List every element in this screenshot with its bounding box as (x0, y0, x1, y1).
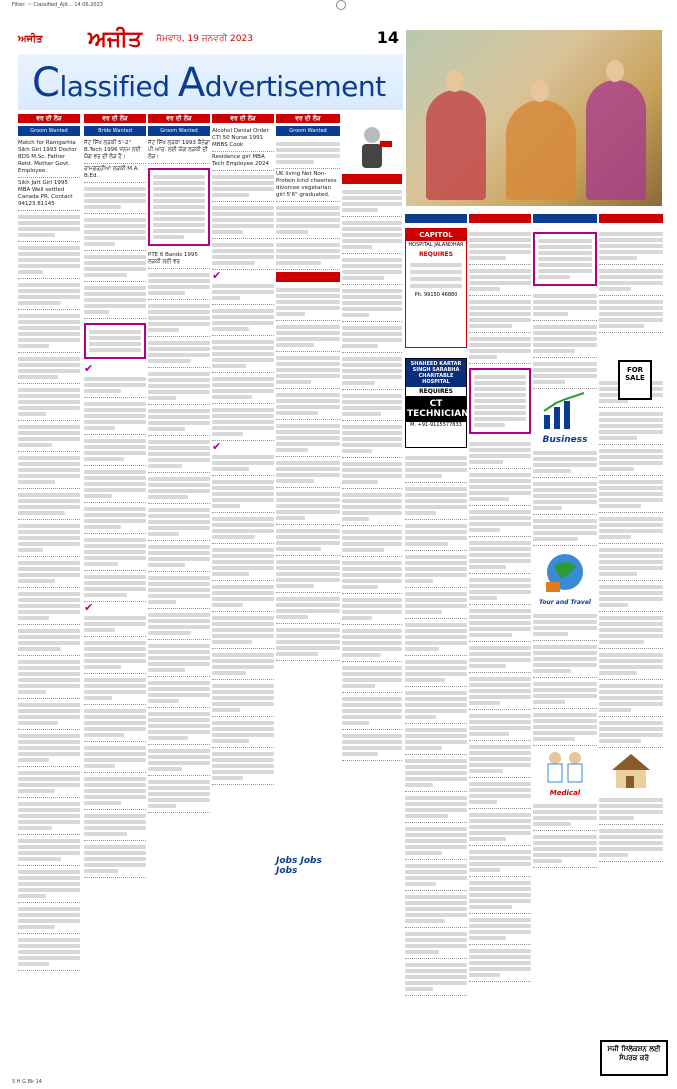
hospital-phone: M. +91-9115577833 (410, 422, 462, 428)
classified-ad (342, 693, 402, 730)
classified-ad (84, 282, 146, 319)
house-money-icon (599, 748, 663, 794)
classified-ad (148, 368, 210, 405)
classified-ad (599, 794, 663, 825)
classified-ad (148, 640, 210, 677)
classified-column-4 (212, 114, 274, 785)
classified-ad (212, 404, 274, 441)
classified-ad (212, 748, 274, 785)
classified-ad (18, 353, 80, 384)
classified-ad (469, 846, 531, 877)
hospital-name: SHAHEED KARTAR SINGH SARABHA CHARITABLE HOSPITAL (406, 359, 466, 387)
classified-ad (405, 724, 467, 755)
classified-ad (405, 619, 467, 656)
classified-ad (469, 537, 531, 574)
classified-ad (276, 593, 340, 624)
header-left-label: ਅਜੀਤ (18, 33, 43, 45)
right-column-head-3 (533, 214, 597, 223)
classified-ad (212, 336, 274, 373)
for-sale-sign: FOR SALE (618, 360, 652, 400)
issue-date: ਸੋਮਵਾਰ, 19 ਜਨਵਰੀ 2023 (156, 34, 253, 44)
classified-ad (18, 798, 80, 835)
classified-ad (276, 525, 340, 556)
classified-ad (405, 755, 467, 792)
classified-ad (212, 476, 274, 513)
classified-ad (148, 269, 210, 300)
classified-ad (212, 544, 274, 581)
classified-ad (469, 228, 531, 265)
classified-ad (342, 730, 402, 761)
hospital-requires: REQUIRES (419, 388, 453, 395)
classified-ad (276, 556, 340, 593)
classified-ad (276, 202, 340, 239)
right-column-head-4 (599, 214, 663, 223)
column-head: ਵਰ ਦੀ ਲੋੜ (148, 114, 210, 123)
classified-ad (469, 741, 531, 778)
classified-ad (276, 352, 340, 389)
classified-ad: ਰਾਮਗੜ੍ਹੀਆ ਲੜਕੀ M.A. B.Ed. (84, 164, 146, 183)
classified-ad (84, 674, 146, 705)
classified-ad (18, 520, 80, 557)
classified-ad: ਜੱਟ ਸਿੱਖ ਲੜਕਾ 1993 ਕੈਨੇਡਾ ਪੀ.ਆਰ. ਲਈ ਯੋਗ ਲੜਕੀ ਦੀ ਲੋੜ। (148, 138, 210, 164)
header-painting (406, 30, 662, 206)
classified-ad: Match for Ramgarhia Sikh Girl 1993 Doctor BDS M.Sc. Father Retd. Mother Govt. Employee. (18, 138, 80, 178)
classified-ad (148, 405, 210, 436)
column-subhead: Bride Wanted (84, 126, 146, 136)
classified-ad (599, 265, 663, 296)
classified-ad (18, 835, 80, 866)
classified-ad (276, 138, 340, 169)
column-subhead: Groom Wanted (148, 126, 210, 136)
capitol-sub: HOSPITAL JALANDHAR (408, 242, 464, 248)
medical-staff-icon (533, 746, 597, 786)
classified-ad (276, 420, 340, 457)
classified-ad (276, 389, 340, 420)
classified-ad (212, 612, 274, 649)
checkmark-icon: ✔ (212, 270, 222, 282)
classified-column-2 (84, 114, 146, 878)
classified-ad (18, 421, 80, 452)
column-subhead: Groom Wanted (18, 126, 80, 136)
column-subhead: Groom Wanted (276, 126, 340, 136)
classified-ad (212, 717, 274, 748)
classified-ad: Residence girl MBA Tech Employee 2024 (212, 152, 274, 171)
sarabha-hospital-ad (405, 358, 467, 448)
right-column-head-2 (469, 214, 531, 223)
classified-ad (405, 483, 467, 520)
classified-ad (148, 504, 210, 541)
classified-ad (148, 776, 210, 813)
classified-ad (342, 594, 402, 625)
right-column-2 (469, 228, 531, 982)
classified-ad (84, 841, 146, 878)
classified-ad: Sikh Jatt Girl 1995 MBA Well settled Canada PR. Contact 94123 81145 (18, 178, 80, 211)
hospital-role: CT TECHNICIAN (406, 396, 466, 422)
classified-ad (84, 637, 146, 674)
classified-ad (18, 625, 80, 656)
newspaper-masthead: ਅਜੀਤ (88, 26, 142, 52)
classified-ad (276, 488, 340, 525)
classified-ad (18, 903, 80, 934)
capitol-hospital-ad (405, 228, 467, 348)
classified-ad (18, 767, 80, 798)
classified-ad (18, 730, 80, 767)
classified-ad (342, 390, 402, 421)
classified-ad (276, 624, 340, 661)
classified-ad (405, 891, 467, 928)
classified-ad (405, 656, 467, 687)
classified-ad (533, 290, 597, 321)
classified-ad (84, 363, 146, 398)
classified-ad (533, 610, 597, 641)
classified-ad (18, 384, 80, 421)
classified-ad (533, 478, 597, 515)
checkmark-icon: ✔ (84, 363, 94, 375)
classified-ad (18, 557, 80, 588)
business-chart-icon (533, 389, 597, 433)
classified-ad (212, 171, 274, 202)
classified-ad (599, 296, 663, 333)
classified-ad (342, 625, 402, 662)
classified-ad (148, 541, 210, 572)
classified-ad (405, 588, 467, 619)
classified-ad (405, 928, 467, 959)
classified-ad (599, 544, 663, 581)
classified-ad (342, 662, 402, 693)
classified-ad (18, 866, 80, 903)
column-head: ਵਰ ਦੀ ਲੋੜ (212, 114, 274, 123)
classified-ad (469, 710, 531, 741)
classified-ad (469, 438, 531, 469)
classified-ad (18, 588, 80, 625)
classified-ad (599, 717, 663, 748)
classified-column-1 (18, 114, 80, 971)
classified-ad (405, 452, 467, 483)
medical-label: Medical (549, 789, 581, 797)
classified-ad (148, 436, 210, 473)
classified-ad (212, 581, 274, 612)
classified-ad (84, 742, 146, 773)
column-head: ਵਰ ਦੀ ਲੋੜ (18, 114, 80, 123)
classified-ad (533, 515, 597, 546)
classified-ad (84, 435, 146, 466)
section-label (276, 272, 340, 282)
classified-ad (212, 680, 274, 717)
classified-ad (276, 239, 340, 270)
classified-ad (212, 649, 274, 680)
right-column-head-1 (405, 214, 467, 223)
classified-ad: UK living Net Non-Protein kind cheerless divorcee vegetarian girl 5'6" graduated. (276, 169, 340, 202)
classified-column-6 (342, 124, 402, 761)
classified-ad (276, 284, 340, 321)
bottom-contact-ad: ਸਜੀ ਸਿਲੇਕਸ਼ਨ ਲਈ ਸੰਪਰਕ ਕਰੋ (600, 1040, 668, 1076)
classified-ad (18, 279, 80, 310)
classified-ad (342, 322, 402, 353)
page-number: 14 (376, 28, 399, 47)
classified-ad (342, 489, 402, 526)
classified-ad: PTE 6 Bands 1995 ਲੜਕੀ ਲਈ ਵਰ (148, 250, 210, 269)
classified-ad (599, 408, 663, 445)
classified-ad (84, 183, 146, 214)
right-column-1 (405, 452, 467, 996)
classified-ad (342, 254, 402, 285)
classified-ad (599, 649, 663, 680)
classified-ad: ਜੱਟ ਸਿੱਖ ਲੜਕੀ 5'-2" B.Tech 1996 ਜਨਮ ਲਈ ਯੋਗ ਵਰ ਦੀ ਲੋੜ ਹੈ। (84, 138, 146, 164)
classified-ad (212, 239, 274, 270)
classified-ad (84, 602, 146, 637)
classified-ad (212, 441, 274, 476)
classified-ad (18, 310, 80, 353)
classified-ad (84, 773, 146, 810)
classified-ad (405, 823, 467, 860)
classified-ad (533, 678, 597, 709)
capitol-name: CAPITOL (406, 229, 466, 241)
classified-ad (212, 513, 274, 544)
classified-ad (148, 300, 210, 337)
classified-ad (84, 251, 146, 282)
checkmark-icon: ✔ (84, 602, 94, 614)
classified-ad (599, 612, 663, 649)
classified-ad (148, 677, 210, 708)
classified-ad (469, 574, 531, 605)
classified-ad (533, 447, 597, 478)
capitol-requires: REQUIRES (419, 251, 453, 258)
classified-ad (342, 353, 402, 390)
notice-label (342, 174, 402, 184)
boxed-ad (533, 232, 597, 286)
classified-ad (84, 534, 146, 571)
print-meta-text: Filter: ~ Classified_Ajit... 14.06.2023 (12, 2, 103, 8)
classified-ad (405, 792, 467, 823)
classified-ad (469, 296, 531, 333)
tour-travel-icon (533, 546, 597, 596)
classified-ad (405, 687, 467, 724)
classified-ad (342, 458, 402, 489)
classified-ad (342, 186, 402, 217)
classified-ad (148, 708, 210, 745)
classified-ad (342, 526, 402, 557)
classified-ad (212, 202, 274, 239)
classified-ad (599, 825, 663, 862)
classified-ad (599, 476, 663, 513)
classified-ad (342, 285, 402, 322)
classified-ad (533, 709, 597, 746)
classified-ad (533, 358, 597, 389)
classified-ad (533, 800, 597, 831)
classified-ad: Alcohol Denial Order CTI 50 Nurse 1991 MBBS Cook (212, 126, 274, 152)
notice-person-icon (342, 124, 402, 172)
classified-ad (405, 551, 467, 588)
classified-ad (342, 421, 402, 458)
classified-ad (84, 503, 146, 534)
classified-ad (469, 914, 531, 945)
classified-ad (212, 305, 274, 336)
column-head: ਵਰ ਦੀ ਲੋੜ (276, 114, 340, 123)
classified-ad (18, 242, 80, 279)
registration-mark-icon (336, 0, 346, 10)
boxed-ad (148, 168, 210, 246)
print-footer: S H G Bk 14 (12, 1079, 42, 1085)
classified-ad (599, 581, 663, 612)
classified-column-5 (276, 114, 340, 661)
right-column-4 (599, 228, 663, 862)
classified-ad (18, 211, 80, 242)
classified-ad (469, 673, 531, 710)
classified-ad (148, 337, 210, 368)
jobs-jobs-banner: Jobs Jobs Jobs (276, 856, 322, 876)
classified-ad (533, 641, 597, 678)
classified-ad (212, 373, 274, 404)
classified-ad (599, 513, 663, 544)
classified-ad (599, 228, 663, 265)
classified-ad (405, 860, 467, 891)
column-head: ਵਰ ਦੀ ਲੋੜ (84, 114, 146, 123)
classified-ad (18, 934, 80, 971)
classified-ad (148, 473, 210, 504)
classified-ad (469, 333, 531, 364)
tour-label: Tour and Travel (539, 599, 591, 606)
classified-ad (599, 680, 663, 717)
right-column-3 (533, 228, 597, 868)
classified-column-3 (148, 114, 210, 813)
classified-ad (84, 810, 146, 841)
classified-ad (469, 506, 531, 537)
page-header (18, 26, 403, 52)
classified-ad (599, 445, 663, 476)
classified-ad (469, 877, 531, 914)
boxed-ad (469, 368, 531, 434)
classified-ad (84, 214, 146, 251)
business-label: Business (542, 435, 588, 445)
checkmark-icon: ✔ (212, 441, 222, 453)
classified-ad (84, 571, 146, 602)
classified-ad (84, 398, 146, 435)
classified-ad (148, 745, 210, 776)
classified-ad (84, 705, 146, 742)
classified-ad (148, 609, 210, 640)
classified-ad (276, 321, 340, 352)
classified-ad (342, 217, 402, 254)
classified-ad (469, 945, 531, 982)
classified-ad (18, 489, 80, 520)
classified-ad (18, 699, 80, 730)
classified-ad (18, 452, 80, 489)
capitol-phone: Ph. 99150 46880 (414, 292, 458, 298)
classified-ad (342, 557, 402, 594)
classified-ad (469, 469, 531, 506)
classified-ad (469, 642, 531, 673)
classified-ad (148, 572, 210, 609)
classified-ad (533, 321, 597, 358)
classified-ad (276, 457, 340, 488)
classified-ad (469, 265, 531, 296)
classified-ad (469, 778, 531, 809)
classified-ad (405, 959, 467, 996)
classified-ad (212, 270, 274, 305)
classified-ad (469, 605, 531, 642)
classified-ad (533, 831, 597, 868)
boxed-ad (84, 323, 146, 359)
classified-banner (18, 54, 403, 110)
classified-ad (469, 809, 531, 846)
classified-ad (405, 520, 467, 551)
classified-ad (18, 656, 80, 699)
banner-title: Classified Advertisement (32, 60, 386, 106)
classified-ad (84, 466, 146, 503)
